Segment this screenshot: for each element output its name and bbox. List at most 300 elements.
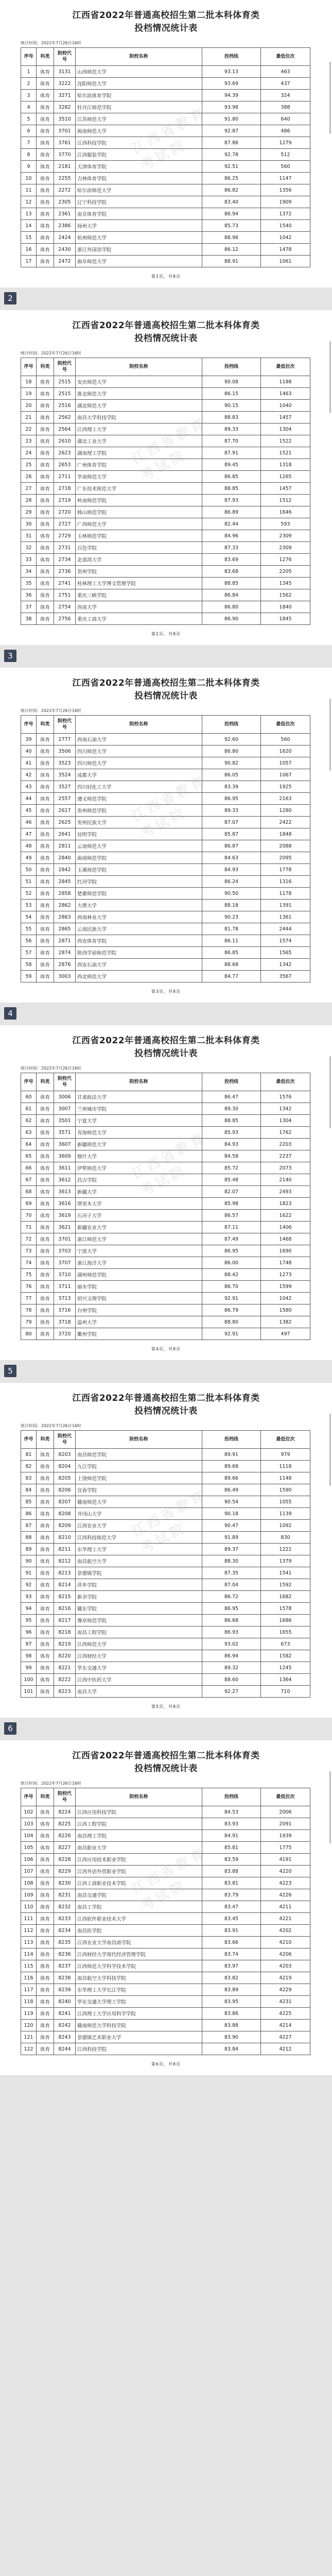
table-cell: 1057 bbox=[261, 757, 310, 769]
table-cell: 体育 bbox=[37, 805, 54, 817]
table-cell: 86.84 bbox=[202, 589, 261, 601]
table-row bbox=[21, 1937, 310, 1948]
statistics-date: 统计时间：2022年7月26日16时 bbox=[21, 1781, 81, 1786]
footer-page: 2 bbox=[155, 632, 159, 636]
table-cell: 2203 bbox=[261, 1139, 310, 1150]
table-cell: 江西中医药大学 bbox=[76, 1674, 202, 1686]
table-cell: 体育 bbox=[37, 888, 54, 900]
table-cell: 86.80 bbox=[202, 601, 261, 613]
header-row bbox=[21, 716, 310, 734]
table-row bbox=[21, 1948, 310, 1960]
table-cell: 体育 bbox=[37, 184, 54, 196]
table-cell: 景德镇学院 bbox=[76, 1567, 202, 1579]
table-cell: 25 bbox=[21, 459, 37, 471]
table-cell: 重庆工商大学 bbox=[76, 613, 202, 625]
table-cell: 45 bbox=[21, 805, 37, 817]
table-cell: 2422 bbox=[261, 817, 310, 828]
table-cell: 83.68 bbox=[202, 566, 261, 578]
column-header: 院校代号 bbox=[54, 358, 76, 376]
table-cell: 体育 bbox=[37, 1210, 54, 1222]
table-cell: 云南师范大学 bbox=[76, 840, 202, 852]
table-cell: 安庆师范大学 bbox=[76, 376, 202, 388]
table-cell: 体育 bbox=[37, 447, 54, 459]
table-cell: 43 bbox=[21, 781, 37, 793]
table-cell: 体育 bbox=[37, 900, 54, 911]
table-cell: 赣南师范大学 bbox=[76, 1496, 202, 1508]
footer-page: 3 bbox=[155, 989, 159, 994]
table-cell: 92.87 bbox=[202, 125, 261, 137]
table-cell: 1406 bbox=[261, 1222, 310, 1233]
table-cell: 86.85 bbox=[202, 471, 261, 483]
table-cell: 8229 bbox=[54, 1866, 76, 1877]
table-cell: 89.33 bbox=[202, 423, 261, 435]
table-cell: 江西外语外贸职业学院 bbox=[76, 1866, 202, 1877]
table-cell: 36 bbox=[21, 589, 37, 601]
table-cell: 1345 bbox=[261, 578, 310, 589]
table-cell: 83.79 bbox=[202, 1889, 261, 1901]
table-cell: 体育 bbox=[37, 1449, 54, 1461]
admission-table bbox=[21, 715, 310, 982]
table-cell: 江苏师范大学 bbox=[76, 113, 202, 125]
table-cell: 2777 bbox=[54, 734, 76, 745]
watermark-text: 江西省教育考试院 bbox=[129, 414, 209, 484]
table-cell: 萍乡学院 bbox=[76, 1579, 202, 1591]
table-cell: 114 bbox=[21, 1948, 37, 1960]
table-cell: 体育 bbox=[37, 1913, 54, 1925]
table-cell: 1522 bbox=[261, 435, 310, 447]
table-cell: 1599 bbox=[261, 1281, 310, 1293]
table-cell: 南昌师范学院 bbox=[76, 1449, 202, 1461]
table-cell: 68 bbox=[21, 1186, 37, 1198]
table-cell: 体育 bbox=[37, 161, 54, 173]
table-cell: 1478 bbox=[261, 244, 310, 256]
table-cell: 体育 bbox=[37, 1937, 54, 1948]
table-row bbox=[21, 1877, 310, 1889]
table-cell: 1576 bbox=[261, 1091, 310, 1103]
table-row bbox=[21, 2043, 310, 2055]
table-cell: 89.37 bbox=[202, 1544, 261, 1555]
page-gap bbox=[0, 1718, 332, 1740]
table-row bbox=[21, 1854, 310, 1866]
column-header: 科类 bbox=[37, 1788, 54, 1806]
table-cell: 体育 bbox=[37, 1293, 54, 1304]
scrollbar-thumb[interactable] bbox=[329, 1414, 331, 1486]
table-cell: 1061 bbox=[261, 256, 310, 267]
table-cell: 体育 bbox=[37, 1567, 54, 1579]
table-row bbox=[21, 161, 310, 173]
table-cell: 南昌航空大学 bbox=[76, 1555, 202, 1567]
table-cell: 4221 bbox=[261, 1913, 310, 1925]
table-cell: 93.69 bbox=[202, 78, 261, 90]
table-cell: 南昌职业大学 bbox=[76, 1842, 202, 1854]
table-cell: 3710 bbox=[54, 1269, 76, 1281]
table-cell: 体育 bbox=[37, 1842, 54, 1854]
page-number-badge: 4 bbox=[4, 1007, 16, 1020]
table-row bbox=[21, 232, 310, 244]
table-cell: 体育 bbox=[37, 1222, 54, 1233]
footer-page: 1 bbox=[155, 274, 159, 279]
table-header bbox=[21, 48, 310, 66]
table-row bbox=[21, 412, 310, 423]
table-cell: 体育 bbox=[37, 1103, 54, 1115]
table-cell: 104 bbox=[21, 1830, 37, 1842]
table-cell: 100 bbox=[21, 1674, 37, 1686]
table-cell: 西南石油大学 bbox=[76, 734, 202, 745]
table-cell: 88.42 bbox=[202, 1269, 261, 1281]
table-cell: 体育 bbox=[37, 1866, 54, 1877]
table-cell: 3006 bbox=[54, 1091, 76, 1103]
table-row bbox=[21, 2008, 310, 2020]
table-row bbox=[21, 745, 310, 757]
table-cell: 85.72 bbox=[202, 1162, 261, 1174]
table-cell: 1590 bbox=[261, 1484, 310, 1496]
table-cell: 3701 bbox=[54, 125, 76, 137]
table-row bbox=[21, 1806, 310, 1818]
table-cell: 86.00 bbox=[202, 1257, 261, 1269]
table-cell: 121 bbox=[21, 2031, 37, 2043]
table-cell: 2557 bbox=[54, 793, 76, 805]
table-cell: 体育 bbox=[37, 495, 54, 506]
table-cell: 79 bbox=[21, 1316, 37, 1328]
table-cell: 1178 bbox=[261, 888, 310, 900]
table-cell: 8230 bbox=[54, 1877, 76, 1889]
statistics-date: 统计时间：2022年7月26日16时 bbox=[21, 1423, 81, 1428]
table-cell: 南昌航空大学科技学院 bbox=[76, 1972, 202, 1984]
table-cell: 85.93 bbox=[202, 1127, 261, 1139]
table-cell: 86.72 bbox=[202, 1591, 261, 1603]
table-cell: 92.51 bbox=[202, 161, 261, 173]
table-cell: 62 bbox=[21, 1115, 37, 1127]
table-cell: 体育 bbox=[37, 1150, 54, 1162]
table-row bbox=[21, 1461, 310, 1472]
table-cell: 90 bbox=[21, 1555, 37, 1567]
table-cell: 体育 bbox=[37, 2020, 54, 2031]
table-row bbox=[21, 1996, 310, 2008]
table-cell: 新疆大学 bbox=[76, 1186, 202, 1198]
column-header: 序号 bbox=[21, 48, 37, 66]
table-cell: 2472 bbox=[54, 256, 76, 267]
table-cell: 6 bbox=[21, 125, 37, 137]
table-cell: 江西应用技术职业学院 bbox=[76, 1854, 202, 1866]
table-cell: 83 bbox=[21, 1472, 37, 1484]
table-cell: 2720 bbox=[54, 506, 76, 518]
table-row bbox=[21, 435, 310, 447]
column-header: 最低位次 bbox=[261, 48, 310, 66]
table-row bbox=[21, 1186, 310, 1198]
table-cell: 119 bbox=[21, 2008, 37, 2020]
table-cell: 2874 bbox=[54, 947, 76, 959]
table-cell: 89 bbox=[21, 1544, 37, 1555]
table-cell: 2871 bbox=[54, 935, 76, 947]
table-cell: 101 bbox=[21, 1686, 37, 1698]
page-number-badge: 2 bbox=[4, 292, 16, 304]
table-cell: 3701 bbox=[54, 1233, 76, 1245]
header-row bbox=[21, 48, 310, 66]
table-cell: 83.95 bbox=[202, 1996, 261, 2008]
table-row bbox=[21, 734, 310, 745]
table-cell: 体育 bbox=[37, 1472, 54, 1484]
table-cell: 8219 bbox=[54, 1638, 76, 1650]
table-cell: 扬州大学 bbox=[76, 220, 202, 232]
table-cell: 3510 bbox=[54, 113, 76, 125]
column-header: 院校名称 bbox=[76, 1431, 202, 1449]
table-row bbox=[21, 554, 310, 566]
column-header: 院校代号 bbox=[54, 1431, 76, 1449]
table-cell: 南昌工程学院 bbox=[76, 1626, 202, 1638]
table-cell: 体育 bbox=[37, 959, 54, 971]
table-cell: 2736 bbox=[54, 566, 76, 578]
column-header: 序号 bbox=[21, 1788, 37, 1806]
table-cell: 3282 bbox=[54, 101, 76, 113]
table-cell: 4223 bbox=[261, 1877, 310, 1889]
document-page bbox=[0, 1383, 332, 1718]
table-cell: 体育 bbox=[37, 769, 54, 781]
table-cell: 31 bbox=[21, 530, 37, 542]
table-cell: 1379 bbox=[261, 1555, 310, 1567]
table-cell: 10 bbox=[21, 173, 37, 184]
table-row bbox=[21, 1913, 310, 1925]
table-cell: 宁波大学 bbox=[76, 1245, 202, 1257]
table-row bbox=[21, 459, 310, 471]
table-cell: 体育 bbox=[37, 66, 54, 78]
table-cell: 74 bbox=[21, 1257, 37, 1269]
table-cell: 2840 bbox=[54, 852, 76, 864]
table-cell: 体育 bbox=[37, 506, 54, 518]
table-cell: 57 bbox=[21, 947, 37, 959]
table-row bbox=[21, 1257, 310, 1269]
table-cell: 105 bbox=[21, 1842, 37, 1854]
table-row bbox=[21, 566, 310, 578]
table-cell: 体育 bbox=[37, 388, 54, 400]
table-cell: 体育 bbox=[37, 400, 54, 412]
table-cell: 体育 bbox=[37, 1508, 54, 1520]
table-row bbox=[21, 805, 310, 817]
table-cell: 体育 bbox=[37, 113, 54, 125]
table-cell: 绍兴文理学院 bbox=[76, 1293, 202, 1304]
table-cell: 560 bbox=[261, 161, 310, 173]
table-cell: 2756 bbox=[54, 613, 76, 625]
footer-suffix: 页，共8页 bbox=[159, 1347, 181, 1351]
table-row bbox=[21, 1139, 310, 1150]
table-row bbox=[21, 447, 310, 459]
table-cell: 体育 bbox=[37, 1198, 54, 1210]
table-cell: 2623 bbox=[54, 447, 76, 459]
table-cell: 体育 bbox=[37, 613, 54, 625]
table-cell: 百色学院 bbox=[76, 542, 202, 554]
table-cell: 1592 bbox=[261, 1579, 310, 1591]
table-cell: 体育 bbox=[37, 1626, 54, 1638]
table-cell: 86.79 bbox=[202, 1304, 261, 1316]
table-row bbox=[21, 769, 310, 781]
table-cell: 1342 bbox=[261, 1103, 310, 1115]
table-cell: 体育 bbox=[37, 2031, 54, 2043]
table-cell: 东华理工大学长江学院 bbox=[76, 1984, 202, 1996]
table-cell: 1276 bbox=[261, 554, 310, 566]
table-cell: 2751 bbox=[54, 589, 76, 601]
table-cell: 88.85 bbox=[202, 483, 261, 495]
table-cell: 湖州师范学院 bbox=[76, 1269, 202, 1281]
table-cell: 2734 bbox=[54, 554, 76, 566]
table-row bbox=[21, 1245, 310, 1257]
table-cell: 1067 bbox=[261, 769, 310, 781]
table-cell: 体育 bbox=[37, 1257, 54, 1269]
table-cell: 体育 bbox=[37, 1674, 54, 1686]
table-cell: 1580 bbox=[261, 1304, 310, 1316]
table-cell: 830 bbox=[261, 1532, 310, 1544]
table-cell: 1848 bbox=[261, 828, 310, 840]
table-cell: 淮北师范大学 bbox=[76, 388, 202, 400]
table-cell: 2754 bbox=[54, 601, 76, 613]
column-header: 院校名称 bbox=[76, 716, 202, 734]
scrollbar-thumb[interactable] bbox=[329, 1771, 331, 1843]
footer-suffix: 页，共8页 bbox=[159, 632, 181, 636]
table-cell: 83.69 bbox=[202, 554, 261, 566]
table-cell: 体育 bbox=[37, 852, 54, 864]
table-cell: 4202 bbox=[261, 1925, 310, 1937]
table-row bbox=[21, 1615, 310, 1626]
table-cell: 8222 bbox=[54, 1674, 76, 1686]
table-cell: 1762 bbox=[261, 1127, 310, 1139]
table-cell: 86 bbox=[21, 1508, 37, 1520]
table-cell: 体育 bbox=[37, 1328, 54, 1340]
table-row bbox=[21, 1686, 310, 1698]
table-cell: 83.40 bbox=[202, 196, 261, 208]
table-row bbox=[21, 113, 310, 125]
table-cell: 83.81 bbox=[202, 1877, 261, 1889]
table-cell: 喀什大学 bbox=[76, 1150, 202, 1162]
table-cell: 2811 bbox=[54, 840, 76, 852]
table-cell: 32 bbox=[21, 542, 37, 554]
table-cell: 新余学院 bbox=[76, 1591, 202, 1603]
table-cell: 8228 bbox=[54, 1854, 76, 1866]
statistics-date: 统计时间：2022年7月26日16时 bbox=[21, 351, 81, 355]
table-cell: 8205 bbox=[54, 1472, 76, 1484]
table-cell: 70 bbox=[21, 1210, 37, 1222]
table-cell: 南昌大学科技学院 bbox=[76, 412, 202, 423]
table-cell: 江西理工大学应用科学学院 bbox=[76, 2008, 202, 2020]
table-cell: 71 bbox=[21, 1222, 37, 1233]
table-cell: 4231 bbox=[261, 1996, 310, 2008]
table-cell: 体育 bbox=[37, 149, 54, 161]
table-cell: 体育 bbox=[37, 935, 54, 947]
table-cell: 体育 bbox=[37, 1555, 54, 1567]
table-cell: 江西师范大学 bbox=[76, 1638, 202, 1650]
table-cell: 2305 bbox=[54, 196, 76, 208]
table-cell: 2653 bbox=[54, 459, 76, 471]
scrollbar-thumb[interactable] bbox=[329, 341, 331, 413]
column-header: 院校名称 bbox=[76, 48, 202, 66]
table-cell: 88.85 bbox=[202, 578, 261, 589]
table-cell: 2718 bbox=[54, 483, 76, 495]
table-cell: 赣东学院 bbox=[76, 1603, 202, 1615]
page-number-badge: 6 bbox=[4, 1722, 16, 1735]
table-cell: 哈尔滨师范大学 bbox=[76, 184, 202, 196]
table-cell: 3523 bbox=[54, 757, 76, 769]
table-cell: 华东交通大学 bbox=[76, 1662, 202, 1674]
table-cell: 体育 bbox=[37, 542, 54, 554]
table-cell: 388 bbox=[261, 101, 310, 113]
table-cell: 3271 bbox=[54, 90, 76, 101]
table-cell: 86.47 bbox=[202, 1091, 261, 1103]
table-cell: 山西师范大学 bbox=[76, 66, 202, 78]
table-row bbox=[21, 828, 310, 840]
table-row bbox=[21, 1818, 310, 1830]
table-cell: 2493 bbox=[261, 1186, 310, 1198]
table-cell: 2237 bbox=[261, 1150, 310, 1162]
table-cell: 体育 bbox=[37, 1579, 54, 1591]
table-cell: 体育 bbox=[37, 1818, 54, 1830]
table-cell: 天津体育学院 bbox=[76, 161, 202, 173]
table-cell: 2095 bbox=[261, 852, 310, 864]
table-cell: 1391 bbox=[261, 900, 310, 911]
column-header: 最低位次 bbox=[261, 716, 310, 734]
table-cell: 83.59 bbox=[202, 1854, 261, 1866]
table-cell: 90.23 bbox=[202, 911, 261, 923]
page-footer bbox=[0, 1704, 332, 1709]
table-row bbox=[21, 125, 310, 137]
table-cell: 65 bbox=[21, 1150, 37, 1162]
table-cell: 87.91 bbox=[202, 447, 261, 459]
table-cell: 2361 bbox=[54, 208, 76, 220]
table-cell: 52 bbox=[21, 888, 37, 900]
table-cell: 大理大学 bbox=[76, 900, 202, 911]
table-cell: 体育 bbox=[37, 90, 54, 101]
table-cell: 西安体育学院 bbox=[76, 935, 202, 947]
column-header: 序号 bbox=[21, 1431, 37, 1449]
table-cell: 86.95 bbox=[202, 1603, 261, 1615]
table-cell: 牡丹江师范学院 bbox=[76, 101, 202, 113]
table-cell: 84 bbox=[21, 1484, 37, 1496]
column-header: 科类 bbox=[37, 716, 54, 734]
table-cell: 87.35 bbox=[202, 1567, 261, 1579]
table-cell: 3711 bbox=[54, 1281, 76, 1293]
table-cell: 1221 bbox=[261, 1544, 310, 1555]
table-cell: 107 bbox=[21, 1866, 37, 1877]
table-cell: 体育 bbox=[37, 1304, 54, 1316]
table-cell: 38 bbox=[21, 613, 37, 625]
table-cell: 2515 bbox=[54, 376, 76, 388]
table-cell: 体育 bbox=[37, 589, 54, 601]
column-header: 院校代号 bbox=[54, 48, 76, 66]
table-cell: 8210 bbox=[54, 1532, 76, 1544]
table-cell: 29 bbox=[21, 506, 37, 518]
table-cell: 1845 bbox=[261, 613, 310, 625]
table-cell: 82.44 bbox=[202, 518, 261, 530]
table-cell: 体育 bbox=[37, 459, 54, 471]
table-cell: 豫章师范学院 bbox=[76, 1615, 202, 1626]
table-cell: 2181 bbox=[54, 161, 76, 173]
table-cell: 体育 bbox=[37, 518, 54, 530]
scrollbar-thumb[interactable] bbox=[329, 62, 331, 134]
table-cell: 四川师范大学 bbox=[76, 757, 202, 769]
table-cell: 湖北师范大学 bbox=[76, 400, 202, 412]
table-cell: 83.86 bbox=[202, 2008, 261, 2020]
table-row bbox=[21, 1532, 310, 1544]
table-cell: 88.96 bbox=[202, 232, 261, 244]
document-title-line2: 投档情况统计表 bbox=[134, 1048, 198, 1059]
table-cell: 593 bbox=[261, 518, 310, 530]
table-row bbox=[21, 1508, 310, 1520]
scrollbar-thumb[interactable] bbox=[329, 699, 331, 771]
table-cell: 贵州民族大学 bbox=[76, 817, 202, 828]
table-cell: 4229 bbox=[261, 1984, 310, 1996]
table-cell: 85.98 bbox=[202, 1198, 261, 1210]
table-cell: 4210 bbox=[261, 1937, 310, 1948]
scrollbar-thumb[interactable] bbox=[329, 1056, 331, 1128]
table-cell: 体育 bbox=[37, 1484, 54, 1496]
table-cell: 体育 bbox=[37, 1662, 54, 1674]
table-cell: 1188 bbox=[261, 376, 310, 388]
